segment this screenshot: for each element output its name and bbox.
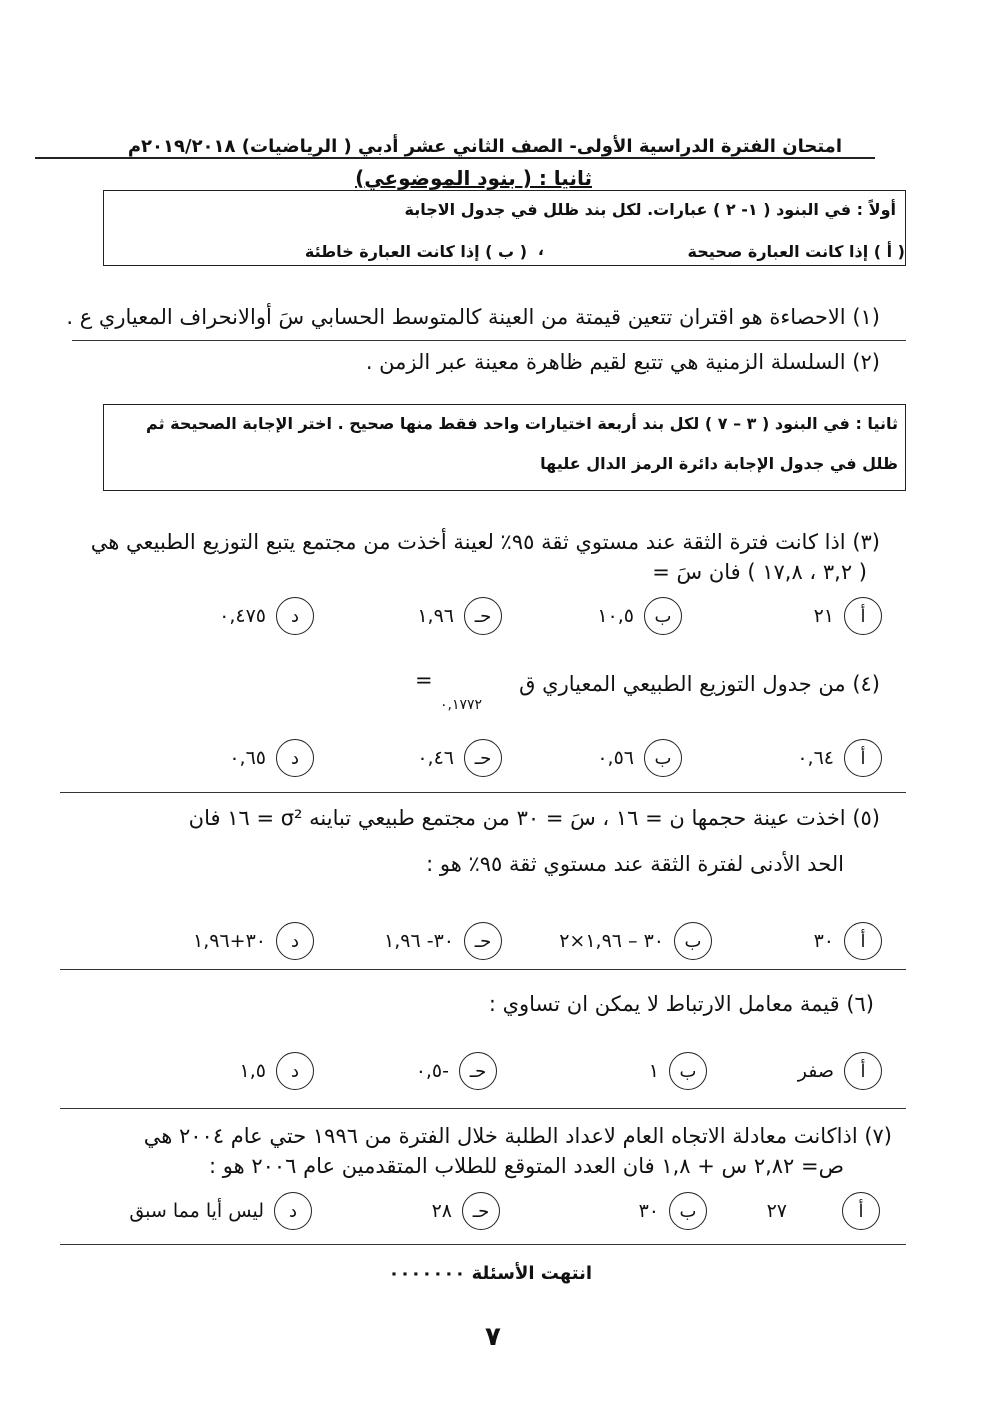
q7-option-d[interactable] [129,1192,312,1230]
q6-option-d[interactable] [240,1052,314,1090]
option-circle[interactable]: حـ [462,1192,500,1230]
option-text: ٢٨ [431,1200,452,1222]
q4-option-b[interactable] [597,739,682,777]
option-text: ٣٠+١,٩٦ [193,930,266,952]
divider [60,969,906,970]
q3-option-d[interactable] [219,597,314,635]
option-circle[interactable]: حـ [459,1052,497,1090]
question-5-line1: (٥) اخذت عينة حجمها ن = ١٦ ، سَ = ٣٠ من مجتمع طبيعي تباينه σ² = ١٦ فان [188,806,880,830]
option-circle[interactable]: ب [644,739,682,777]
divider [60,792,906,793]
option-circle[interactable]: أ [844,1052,882,1090]
option-circle[interactable]: د [276,922,314,960]
q7-option-c[interactable] [432,1192,500,1230]
q7-option-a[interactable] [842,1192,880,1230]
option-circle[interactable]: ب [674,922,712,960]
option-text: ٣٠- ١,٩٦ [384,930,454,952]
option-text: ١٠,٥ [597,605,634,627]
option-text: صفر [797,1060,834,1082]
option-text: ٠,٦٤ [797,747,834,769]
option-text: ليس أيا مما سبق [129,1200,264,1222]
section-title: ثانيا : ( بنود الموضوعي) [355,166,592,190]
option-text: ٣٠ [813,930,834,952]
option-circle[interactable]: حـ [464,739,502,777]
option-text: -٠,٥ [415,1060,449,1082]
question-7-line2: ص= ٢,٨٢ س + ١,٨ فان العدد المتوقع للطلاب المتقدمين عام ٢٠٠٦ هو : [208,1154,844,1178]
header-divider [35,157,875,159]
q6-option-b[interactable] [649,1052,707,1090]
option-text: ٠,٦٥ [229,747,266,769]
option-circle[interactable]: حـ [464,922,502,960]
part1-instruction: أولاً : في البنود ( ١- ٢ ) عبارات. لكل بند ظلل في جدول الاجابة [404,200,896,219]
option-text: ٠,٤٧٥ [219,605,266,627]
option-circle[interactable]: ب [669,1052,707,1090]
question-1: (١) الاحصاءة هو اقتران تتعين قيمتة من العينة كالمتوسط الحسابي سَ أوالانحراف المعياري ع . [66,305,880,329]
option-circle[interactable]: د [274,1192,312,1230]
part1-option-true: ( أ ) إذا كانت العبارة صحيحة [687,242,905,261]
question-4: (٤) من جدول التوزيع الطبيعي المعياري ق [519,672,880,696]
q5-option-d[interactable] [193,922,314,960]
q4-option-d[interactable] [229,739,314,777]
q5-option-a[interactable] [814,922,882,960]
question-2: (٢) السلسلة الزمنية هي تتبع لقيم ظاهرة معينة عبر الزمن . [365,350,880,374]
divider [60,1108,906,1109]
option-circle[interactable]: د [276,739,314,777]
part2-instruction-line1: ثانيا : في البنود ( ٣ – ٧ ) لكل بند أربعة اختيارات واحد فقط منها صحيح . اختر الإجابة الصحيحة ثم [146,414,898,433]
divider [72,340,906,341]
option-circle[interactable]: د [276,597,314,635]
exam-title: امتحان الفترة الدراسية الأولى- الصف الثاني عشر أدبي ( الرياضيات) ٢٠١٩/٢٠١٨م [127,136,842,157]
option-circle[interactable]: أ [844,739,882,777]
q3-option-c[interactable] [417,597,502,635]
question-4-subscript: ٠,١٧٧٢ [440,697,483,713]
question-3-line1: (٣) اذا كانت فترة الثقة عند مستوي ثقة ٩٥٪ لعينة أخذت من مجتمع يتبع التوزيع الطبيعي هي [90,530,880,554]
q3-option-b[interactable] [597,597,682,635]
question-6: (٦) قيمة معامل الارتباط لا يمكن ان تساوي : [488,992,874,1016]
part2-instruction-line2: ظلل في جدول الإجابة دائرة الرمز الدال عليها [540,454,898,473]
option-circle[interactable]: أ [844,597,882,635]
q4-option-a[interactable] [797,739,882,777]
option-circle[interactable]: د [276,1052,314,1090]
option-circle[interactable]: ب [669,1192,707,1230]
page-number: ٧ [485,1322,501,1352]
q3-option-a[interactable] [814,597,882,635]
option-text: ٠,٥٦ [597,747,634,769]
question-5-line2: الحد الأدنى لفترة الثقة عند مستوي ثقة ٩٥٪ هو : [426,852,844,876]
option-circle[interactable]: أ [844,922,882,960]
option-text: ١ [648,1060,659,1082]
q5-option-b[interactable] [559,922,712,960]
question-4-equals: = [415,668,433,692]
question-7-line1: (٧) اذاكانت معادلة الاتجاه العام لاعداد الطلبة خلال الفترة من ١٩٩٦ حتي عام ٢٠٠٤ هي [143,1124,892,1148]
option-circle[interactable]: حـ [464,597,502,635]
option-text: ٠,٤٦ [417,747,454,769]
divider [60,1244,906,1245]
part1-separator: ، [537,240,544,259]
option-text: ١,٩٦ [417,605,454,627]
q7-option-a-text: ٢٧ [766,1200,787,1222]
option-circle[interactable]: ب [644,597,682,635]
q6-option-a[interactable] [798,1052,882,1090]
option-text: ١,٥ [239,1060,266,1082]
option-text: ٣٠ – ١,٩٦×٢ [559,930,664,952]
question-3-line2: ( ٣,٢ ، ١٧,٨ ) فان سَ = [652,560,867,584]
option-circle[interactable]: أ [842,1192,880,1230]
part1-option-false: ( ب ) إذا كانت العبارة خاطئة [304,242,527,261]
q4-option-c[interactable] [417,739,502,777]
option-text: ٣٠ [638,1200,659,1222]
q6-option-c[interactable] [416,1052,497,1090]
option-text: ٢١ [813,605,834,627]
q7-option-b[interactable] [639,1192,707,1230]
end-of-questions: انتهت الأسئلة ٠٠٠٠٠٠٠ [388,1263,592,1284]
q5-option-c[interactable] [384,922,502,960]
